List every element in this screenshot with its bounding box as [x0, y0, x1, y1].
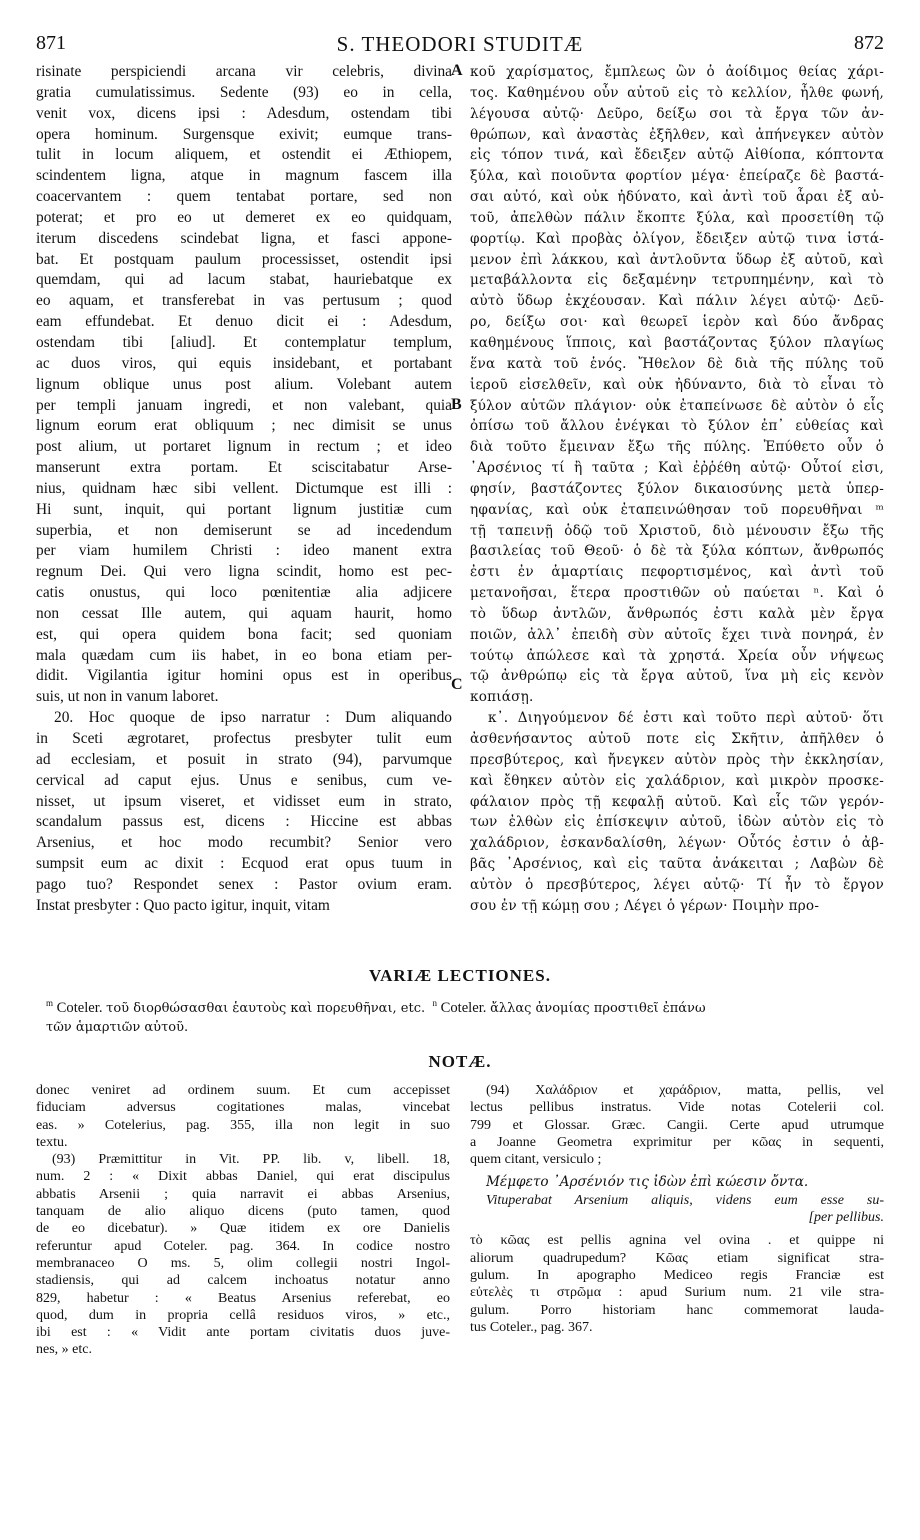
- greek-text-line: ξύλα, καὶ ποιοῦντα φορτίον μέγα· ἐπείραζε δὲ βαστά-: [470, 168, 884, 185]
- latin-text-line: ostendam tibi [aliud]. Et contemplatur templum,: [36, 333, 452, 351]
- page-number-left: 871: [36, 32, 66, 54]
- note-text-line: gulum. In apographo Mediceo regis Franciæ est: [470, 1267, 884, 1283]
- greek-text-line: μεταβάλλοντα εἰς δεξαμένην τετρυπημένην, καὶ τὸ: [470, 272, 884, 289]
- note-text-line: num. 2 : « Dixit abbas Daniel, qui erat discipulus: [36, 1169, 450, 1185]
- latin-text-line: ac duos viros, qui equis insidebant, et portabant: [36, 354, 452, 372]
- note-text-line: nes, » etc.: [36, 1342, 92, 1358]
- latin-text-line: Hi sunt, inquit, qui portant lignum justitiæ cum: [36, 500, 452, 518]
- greek-text-line: χαλάδριον, ἐσκανδαλίσθη, λέγων· Οὗτός ἐστιν ὁ ἀβ-: [470, 835, 884, 852]
- greek-text-line: σου ἐν τῇ κώμῃ σου ; Λέγει ὁ γέρων· Ποιμὴν προ-: [470, 897, 820, 914]
- note-verse-latin: Vituperabat Arsenium aliquis, videns eum esse su-: [486, 1192, 884, 1208]
- latin-text-line: in Sceti ægrotaret, profectus presbyter tulit eum: [36, 730, 452, 747]
- note-text-line: εὐτελὲς τι στρῶμα : apud Surium num. 21 vile stra-: [470, 1285, 884, 1301]
- greek-text-line: καὶ ἔθηκεν αὐτὸν εἰς χαλάδριον, καὶ μικρὸν προσκε-: [470, 772, 884, 789]
- latin-text-line: regnum Dei. Qui vero ligna scindit, homo est pec-: [36, 563, 452, 581]
- greek-text-line: τῷ ἀνθρώπῳ εἰς τὰ ἔργα αὐτοῦ, ἵνα μὴ εἰς κενὸν: [470, 668, 884, 685]
- note-text-line: 829, habetur : « Beatus Arsenius referebat, eo: [36, 1290, 450, 1306]
- note-text-line: referuntur apud Coteler. pag. 364. In codice nostro: [36, 1238, 450, 1254]
- variant-reading-m: [46, 994, 886, 1018]
- variant-marker-m: m: [46, 998, 54, 1008]
- note-text-line: stadiensis, qui ad calcem inchoatus notatur anno: [36, 1273, 450, 1289]
- running-title: S. THEODORI STUDITÆ: [336, 32, 584, 56]
- latin-text-line: catis onustus, qui loco pœnitentiæ alia adjicere: [36, 584, 452, 602]
- latin-text-line: nius, quidnam hæc sibi vellent. Dictumque est illi :: [36, 479, 452, 497]
- greek-text-line: φορτίῳ. Καὶ προβὰς ὀλίγον, ἔδειξεν αὐτῷ τινα ἱστά-: [470, 230, 884, 247]
- greek-text-line: θρώπων, καὶ ἀναστὰς ἐξῆλθεν, καὶ ἀπήνεγκεν αὐτὸν: [470, 126, 884, 143]
- latin-text-line: didit. Vigilantia igitur homini opus est in operibus: [36, 667, 452, 685]
- greek-text-line: μενον ἐπὶ λάκκου, καὶ ἀντλοῦντα ὕδωρ ἐξ αὐτοῦ, καὶ: [470, 251, 884, 268]
- latin-text-line: cervical ad caput ejus. Unus e senibus, cum ve-: [36, 771, 452, 789]
- margin-mark-a: A: [451, 62, 463, 79]
- greek-text-line: βασιλείας τοῦ Θεοῦ· ὁ δὲ τὰ ξύλα κόπτων, ἄνθρωπός: [470, 543, 884, 560]
- latin-text-line: pago tuo? Respondet senex : Pastor ovium eram.: [36, 875, 452, 893]
- greek-text-line: λέγουσα αὐτῷ· Δεῦρο, δείξω σοι τὰ ἔργα τῶν ἀν-: [470, 105, 884, 122]
- latin-text-line: lignum oblique unus post alium. Volebant autem: [36, 375, 452, 393]
- latin-text-line: per templi januam ingredi, et non valebant, quia: [36, 396, 452, 414]
- greek-text-line: ξύλον αὐτῶν πλάγιον· οὐκ ἐταπείνωσε δὲ αὐτὸν ὁ εἷς: [470, 397, 884, 414]
- latin-text-line: eam effundebat. Et denuo dicit ei : Adesdum,: [36, 313, 452, 331]
- variant-text-n-cont: τῶν ἁμαρτιῶν αὐτοῦ.: [46, 1019, 189, 1035]
- latin-text-line: post alium, ut portaret lignum in rectum ; et ideo: [36, 438, 452, 456]
- note-text-line: (94) Χαλάδριον et χαράδριον, matta, pellis, vel: [486, 1083, 884, 1098]
- variant-text-m: τοῦ διορθώσασθαι ἑαυτοὺς καὶ πορευθῆναι, etc.: [106, 1000, 426, 1016]
- greek-text-line: πρεσβύτερος, καὶ ἤνεγκεν αὐτὸν πρὸς τὴν ἐκκλησίαν,: [470, 751, 884, 768]
- note-text-line: textu.: [36, 1134, 68, 1150]
- greek-text-line: αὐτὸ ὕδωρ ἐκχέουσαν. Καὶ πάλιν λέγει αὐτῷ· Δεῦ-: [470, 293, 884, 310]
- greek-text-line: ὀπίσω τοῦ ἄλλου ἐνέγκαι τὸ ξύλον ἐπ᾽ εὐθείας καὶ: [470, 418, 884, 435]
- latin-text-line: iterum discedens scindebat ligna, et fasci appone-: [36, 229, 452, 247]
- note-verse-greek: Μέμφετο ᾽Αρσένιόν τις ἰδὼν ἐπὶ κώεσιν ὄντα.: [486, 1174, 809, 1191]
- greek-text-line: των ἐλθὼν εἰς ἐπίσκεψιν αὐτοῦ, ἰδὼν αὐτὸν εἰς τὸ: [470, 814, 884, 831]
- latin-text-line: suis, ut non in vanum laboret.: [36, 688, 219, 706]
- notes-left-column: [36, 1082, 450, 1359]
- latin-text-line: quemdam, qui ad lacum stabat, hauriebatque ex: [36, 271, 452, 289]
- latin-text-line: risinate perspiciendi arcana vir celebris, divina: [36, 63, 452, 80]
- note-text-line: aliorum quadrupedum? Κῶας etiam significat stra-: [470, 1250, 884, 1266]
- greek-column: [470, 62, 884, 917]
- note-verse-latin-end: [per pellibus.: [808, 1210, 884, 1226]
- greek-text-line: ἕνα κατὰ τοῦ ἑνός. Ἤθελον δὲ διὰ τῆς πύλης τοῦ: [470, 355, 884, 372]
- latin-text-line: venit vox, dicens ipsi : Adesdum, ostendam tibi: [36, 104, 452, 122]
- greek-text-line: ηφανίας, καὶ οὐκ ἐταπεινώθησαν τοῦ πορευθῆναι ᵐ: [470, 501, 884, 518]
- greek-text-line: ρο, δείξω σοι· καὶ θεωρεῖ ἱερὸν καὶ δύο ἄνδρας: [470, 314, 884, 331]
- note-text-line: quem citant, versiculo ;: [470, 1152, 602, 1168]
- note-text-line: a Joanne Geometra exprimitur per κῶας in sequenti,: [470, 1134, 884, 1150]
- greek-text-line: τούτῳ ἀπώλεσε καὶ τὰ χρηστά. Χρεία οὖν νήψεως: [470, 647, 884, 664]
- note-text-line: donec veniret ad ordinem suum. Et cum accepisset: [36, 1083, 450, 1098]
- greek-text-line: τῇ ταπεινῇ ὁδῷ τοῦ Χριστοῦ, διὸ μένουσιν ἔξω τῆς: [470, 522, 884, 539]
- greek-text-line: φάλαιον πρὸς τῇ κεφαλῇ αὐτοῦ. Καὶ εἷς τῶν γερόν-: [470, 793, 884, 810]
- notes-right-column: [470, 1082, 884, 1336]
- greek-text-line: ἀσθενήσαντος αὐτοῦ ποτε εἰς Σκῆτιν, ἀπῆλθεν ὁ: [470, 731, 884, 747]
- latin-text-line: Instat presbyter : Quo pacto igitur, inquit, vitam: [36, 896, 330, 914]
- greek-text-line: διὰ τοῦτο ἔμειναν ἔξω τῆς πύλης. Ἐπύθετο οὖν ὁ: [470, 439, 884, 456]
- note-text-line: ibi est : « Vidit ante portam civitatis duos juve-: [36, 1325, 450, 1341]
- latin-text-line: nisset, ut ipsum viseret, et vidisset eum in strato,: [36, 792, 452, 810]
- variae-lectiones: [46, 994, 886, 1037]
- latin-text-line: 20. Hoc quoque de ipso narratur : Dum aliquando: [54, 709, 452, 727]
- latin-text-line: lignum eorum erat obliquum ; nec dimisit se unus: [36, 417, 452, 435]
- margin-marks: [451, 62, 469, 822]
- latin-text-line: non cessat Ille autem, qui aquam haurit, homo: [36, 604, 452, 622]
- latin-text-line: Arsenius, et hoc modo recumbit? Senior vero: [36, 834, 452, 852]
- note-text-line: quod, dum in propria cellâ residuos viros, » etc.,: [36, 1307, 450, 1323]
- note-text-line: abbatis Arsenii ; quia narravit ei abbas Arsenius,: [36, 1186, 450, 1202]
- latin-text-line: manserunt extra portam. Et sciscitabatur Arse-: [36, 459, 452, 477]
- latin-text-line: eo aquam, et transferebat in vas pertusum ; quod: [36, 292, 452, 310]
- note-text-line: (93) Præmittitur in Vit. PP. lib. v, libell. 18,: [52, 1152, 450, 1168]
- latin-text-line: ad ecclesiam, et posuit in strato (94), parvumque: [36, 750, 452, 768]
- greek-text-line: καθημένους ἵπποις, καὶ βαστάζοντας ξύλον πλαγίως: [470, 334, 884, 351]
- note-text-line: fiduciam adversus cogitationes malas, vincebat: [36, 1100, 450, 1116]
- variant-marker-n: n: [432, 998, 437, 1008]
- greek-text-line: κ᾽. Διηγούμενον δέ ἐστι καὶ τοῦτο περὶ αὐτοῦ· ὅτι: [488, 710, 884, 727]
- latin-text-line: tulit in locum aliquem, et ostendit ei Æthiopem,: [36, 146, 452, 164]
- latin-text-line: gratia cumulatissimus. Sedente (93) eo in cella,: [36, 83, 452, 101]
- note-text-line: tus Coteler., pag. 367.: [470, 1319, 593, 1335]
- latin-text-line: bat. Et postquam paulum processisset, ostendit ipsi: [36, 250, 452, 268]
- greek-text-line: ἐστι ἐν ἁμαρτίαις πεφορτισμένος, καὶ ἀντὶ τοῦ: [470, 564, 884, 581]
- note-text-line: eas. » Cotelerius, pag. 355, illa non legit in suo: [36, 1117, 450, 1133]
- latin-text-line: sumpsit eum ac dixit : Ecquod erat opus tuum in: [36, 855, 452, 873]
- greek-text-line: τὸ ὕδωρ ἀντλῶν, ἄνθρωπός ἐστι καλὰ μὲν ἔργα: [470, 605, 884, 622]
- latin-text-line: coacervantem : quem tentabat portare, sed non: [36, 188, 452, 206]
- greek-text-line: ἱεροῦ εἰσελθεῖν, καὶ οὐκ ἠδύναντο, διὰ τὸ εἶναι τὸ: [470, 376, 884, 393]
- page-number-right: 872: [854, 32, 884, 54]
- running-header: [36, 32, 884, 58]
- note-text-line: 799 et Glossar. Græc. Cangii. Certe apud utrumque: [470, 1117, 884, 1133]
- greek-text-line: σαι αὐτό, καὶ οὐκ ἠδύνατο, καὶ ἀντὶ τοῦ ἆραι ἐξ αὐ-: [470, 189, 884, 206]
- variant-source-m: Coteler.: [56, 999, 103, 1016]
- greek-text-line: τοῦ, ἀπελθὼν πάλιν ἔκοπτε ξύλα, καὶ προσετίθη τῷ: [470, 209, 884, 226]
- note-text-line: lectus pellibus instratus. Vide notas Cotelerii col.: [470, 1100, 884, 1116]
- note-text-line: tanquam de alio aliquo dicens (puto tamen, quod: [36, 1204, 450, 1220]
- latin-text-line: mala quædam cum iis habet, in eo bona etiam per-: [36, 646, 452, 664]
- note-text-line: de eo dicebatur). » Quæ itidem ex ore Danielis: [36, 1221, 450, 1237]
- latin-column: [36, 62, 452, 917]
- note-text-line: τὸ κῶας est pellis agnina vel ovina . et quippe ni: [470, 1233, 884, 1249]
- greek-text-line: μετανοῆσαι, ἕτερα προστιθῶν οὐ παύεται ⁿ. Καὶ ὁ: [470, 585, 884, 602]
- greek-text-line: κοῦ χαρίσματος, ἔμπλεως ὢν ὁ ἀοίδιμος θείας χάρι-: [470, 64, 884, 80]
- variae-lectiones-title: VARIÆ LECTIONES.: [369, 966, 551, 985]
- greek-text-line: φησίν, βαστάζοντες ξύλον δικαιοσύνης μετὰ ὑπερ-: [470, 480, 884, 497]
- variant-text-n: ἄλλας ἀνομίας προστιθεῖ ἐπάνω: [490, 1000, 706, 1016]
- greek-text-line: βᾶς ᾽Αρσένιος, καὶ εἰς ταῦτα ἀνάκειται ; Λαβὼν δὲ: [470, 856, 884, 873]
- note-text-line: membranaceo O ms. 5, olim collegii nostri Ingol-: [36, 1255, 450, 1271]
- greek-text-line: ποιῶν, ἀλλ᾽ ἐπειδὴ σὺν αὐτοῖς ἔχει τινὰ πονηρά, ἐν: [470, 626, 884, 643]
- margin-mark-c: C: [451, 676, 463, 693]
- greek-text-line: αὐτὸν ὁ πρεσβύτερος, λέγει αὐτῷ· Τί ἦν τὸ ἔργον: [470, 876, 884, 893]
- note-text-line: gulum. Porro historiam hanc commemorat lauda-: [470, 1302, 884, 1318]
- greek-text-line: τος. Καθημένου οὖν αὐτοῦ εἰς τὸ κελλίον, ἦλθε φωνή,: [470, 84, 884, 101]
- notae-title: NOTÆ.: [428, 1052, 492, 1071]
- margin-mark-b: B: [451, 396, 462, 413]
- latin-text-line: scindentem ligna, atque in magnum fascem illa: [36, 167, 452, 185]
- greek-text-line: κοπιάσῃ.: [470, 689, 534, 706]
- greek-text-line: ᾽Αρσένιος τί ἢ ταῦτα ; Καὶ ἐῤῥέθη αὐτῷ· Οὗτοί εἰσι,: [470, 460, 884, 477]
- latin-text-line: est, qui opera quidem bona facit; sed quoniam: [36, 625, 452, 643]
- latin-text-line: poterat; et pro eo ut demeret ex eo quidquam,: [36, 208, 452, 226]
- greek-text-line: εἰς τόπον τινά, καὶ ἔδειξεν αὐτῷ Αἰθίοπα, κόπτοντα: [470, 147, 884, 164]
- latin-text-line: superbia, et non demiserunt se ad incedendum: [36, 521, 452, 539]
- latin-text-line: scandalum passus est, dicens : Hiccine est abbas: [36, 813, 452, 831]
- variant-source-n: Coteler.: [440, 999, 487, 1016]
- latin-text-line: per viam humilem Christi : ideo manent extra: [36, 542, 452, 560]
- latin-text-line: opera hominum. Surgensque exivit; eumque trans-: [36, 125, 452, 143]
